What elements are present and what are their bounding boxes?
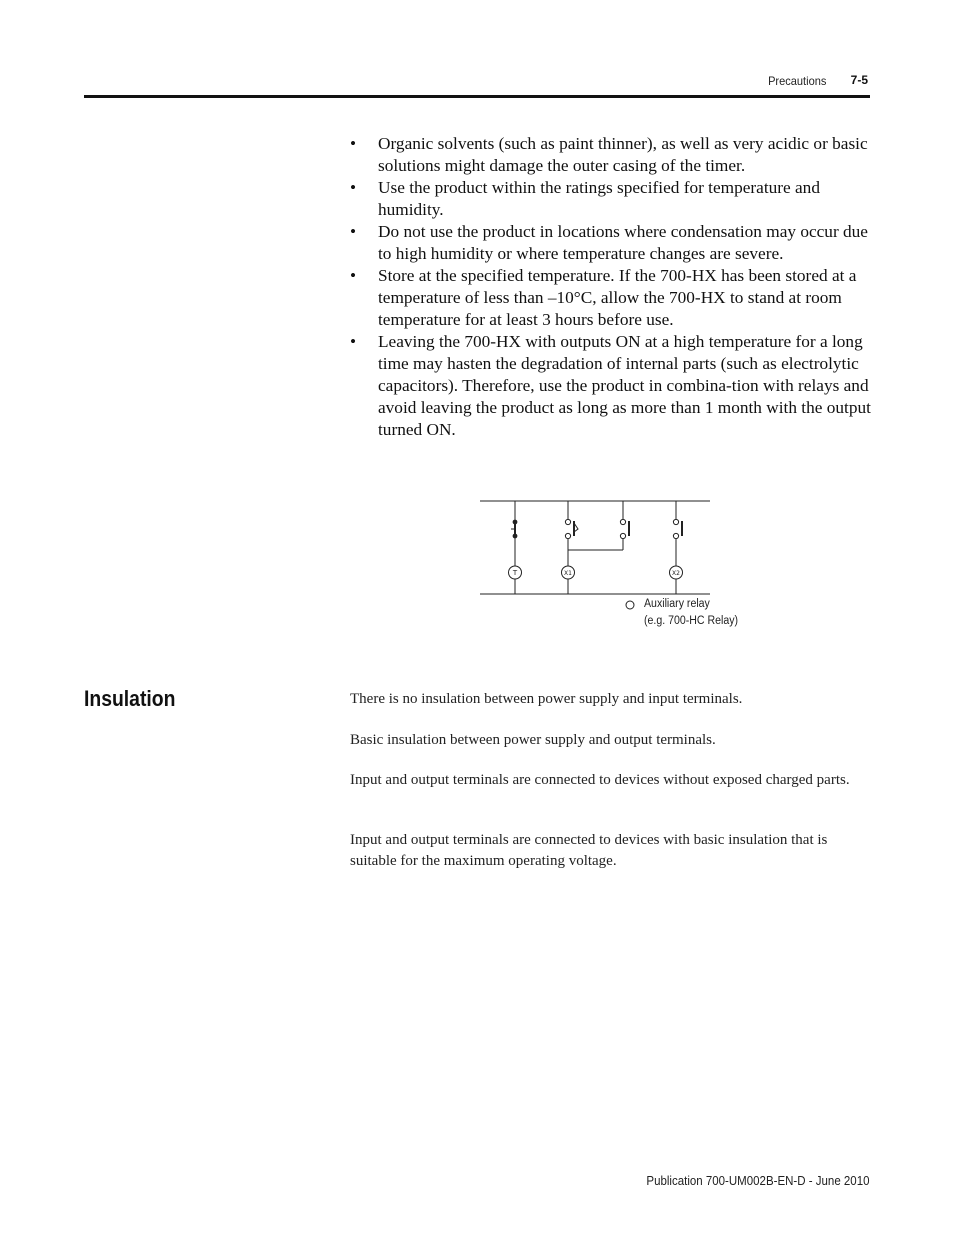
list-item [350,221,880,265]
x1-aux-terminal-upper [620,519,625,524]
x2-contact-terminal-lower [673,533,678,538]
precautions-list [350,133,880,441]
switch-t-dot-upper [513,520,518,525]
page-footer: Publication 700-UM002B-EN-D - June 2010 [645,1174,869,1188]
bullet-marker: • [350,178,357,197]
coil-label-t: T [512,569,518,577]
coil-label-x2: X2 [672,570,680,577]
list-item [350,177,880,221]
diagram-legend [644,596,738,630]
x1-contact-terminal-lower [565,533,570,538]
insulation-paragraph: Input and output terminals are connected to devices without exposed charged parts. [350,772,850,788]
insulation-paragraph: There is no insulation between power supply and input terminals. [350,691,743,707]
bullet-marker: • [350,134,357,153]
list-item [350,265,880,331]
x1-contact-terminal-upper [565,519,570,524]
legend-line-1: Auxiliary relay [644,598,710,610]
switch-t-dot-lower [513,534,518,539]
section-title-insulation: Insulation [84,686,176,711]
header-section-title: Precautions [767,74,826,88]
coil-label-x1: X1 [564,570,572,577]
legend-circle-icon [626,601,634,609]
legend-line-2: (e.g. 700-HC Relay) [644,615,739,627]
list-item-text: Do not use the product in locations where condensation may occur due to high humidity or where temperature changes are severe. [378,222,868,263]
list-item [350,331,880,441]
bullet-marker: • [350,332,357,351]
page-header [0,72,954,92]
insulation-paragraph: Basic insulation between power supply and output terminals. [350,732,716,748]
list-item-text: Use the product within the ratings specified for temperature and humidity. [378,178,820,219]
list-item-text: Store at the specified temperature. If the 700-HX has been stored at a temperature of less than –10°C, allow the 700-HX to stand at room temperature for at least 3 hours before use. [378,266,857,329]
list-item [350,133,880,177]
bullet-marker: • [350,222,357,241]
insulation-paragraph: Input and output terminals are connected to devices with basic insulation that is suitable for the maximum operating voltage. [350,832,828,869]
bullet-marker: • [350,266,357,285]
x1-aux-terminal-lower [620,533,625,538]
list-item-text: Organic solvents (such as paint thinner), as well as very acidic or basic solutions might damage the outer casing of the timer. [378,134,868,175]
relay-circuit-diagram [470,490,750,635]
header-rule [84,95,870,98]
header-page-number: 7-5 [850,73,868,87]
x2-contact-terminal-upper [673,519,678,524]
list-item-text: Leaving the 700-HX with outputs ON at a high temperature for a long time may hasten the degradation of internal parts (such as electrolytic capacitors). Therefore, use the product in combina-tion with relays and avoid leaving the product as long as more than 1 month with the output turned ON. [378,332,871,439]
